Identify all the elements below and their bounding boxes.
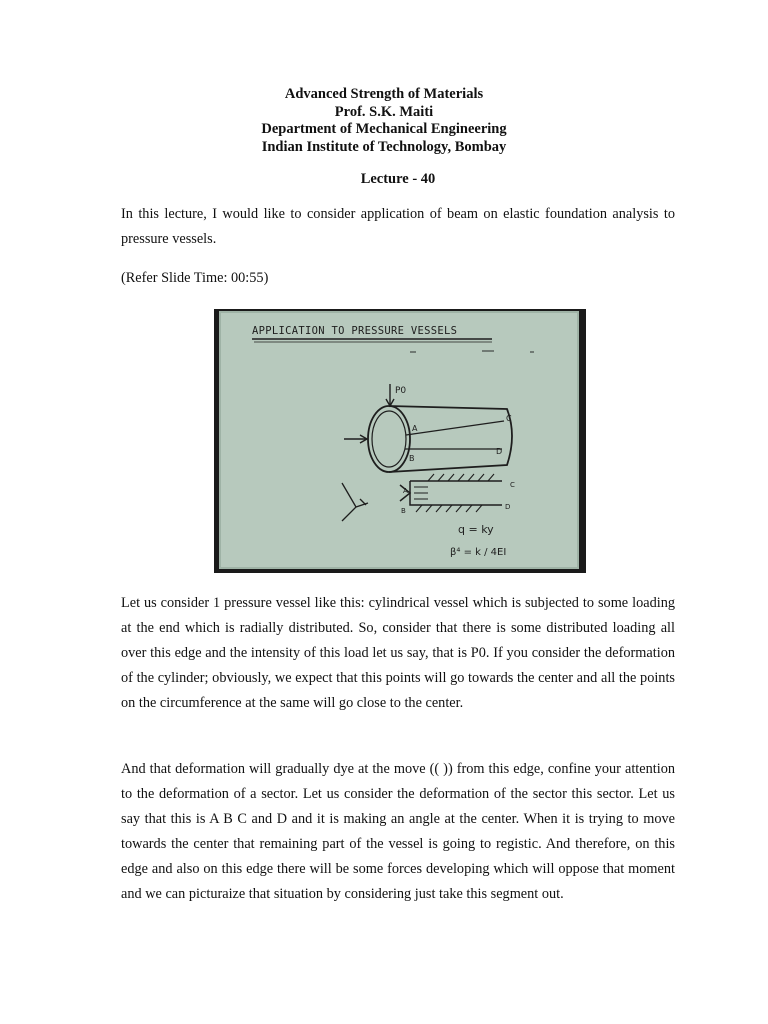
document-header — [0, 86, 768, 156]
label-b: B — [409, 454, 415, 463]
slide-drawing — [214, 309, 586, 573]
slide-board — [220, 312, 578, 568]
equation-beta: β⁴ = k / 4EI — [450, 547, 507, 558]
lecture-slide-image — [214, 309, 586, 573]
segment-label-a: A — [403, 487, 408, 495]
label-d: D — [496, 447, 503, 456]
label-c: C — [506, 414, 512, 423]
professor-name: Prof. S.K. Maiti — [334, 103, 434, 120]
department-name: Department of Mechanical Engineering — [261, 121, 507, 137]
lecture-number: Lecture - 40 — [360, 171, 436, 187]
institute-name: Indian Institute of Technology, Bombay — [261, 138, 507, 155]
segment-label-b: B — [401, 507, 406, 515]
segment-label-d: D — [505, 503, 511, 511]
slide-title: APPLICATION TO PRESSURE VESSELS — [252, 325, 458, 337]
body-paragraph-2: And that deformation will gradually dye at the move (( )) from this edge, confine your attention to the deformation of a sector. Let us consider the deformation of the sector this sector. Let us say that this is A B C and D and it is making an angle at the center. When it is trying to move towards the center that remaining part of the vessel is going to registic. And therefore, on this edge and also on this edge there will be some forces developing which will oppose that moment and we can picturaize that situation by considering just take this segment out. — [121, 761, 675, 902]
intro-paragraph: In this lecture, I would like to consider application of beam on elastic foundation analysis to pressure vessels. — [121, 206, 675, 247]
slide-time-reference: (Refer Slide Time: 00:55) — [121, 270, 269, 286]
body-paragraph-1: Let us consider 1 pressure vessel like this: cylindrical vessel which is subjected to some loading at the end which is radially distributed. So, consider that there is some distributed loading all over this edge and the intensity of this load let us say, that is P0. If you consider the deformation of the cylinder; obviously, we expect that this points will go towards the center and all the points on the circumference at the same will go close to the center. — [121, 595, 675, 711]
label-p0: P0 — [395, 386, 407, 396]
course-title: Advanced Strength of Materials — [284, 86, 484, 102]
equation-q: q = ky — [458, 523, 494, 536]
segment-label-c: C — [510, 481, 515, 489]
label-a: A — [412, 424, 418, 433]
